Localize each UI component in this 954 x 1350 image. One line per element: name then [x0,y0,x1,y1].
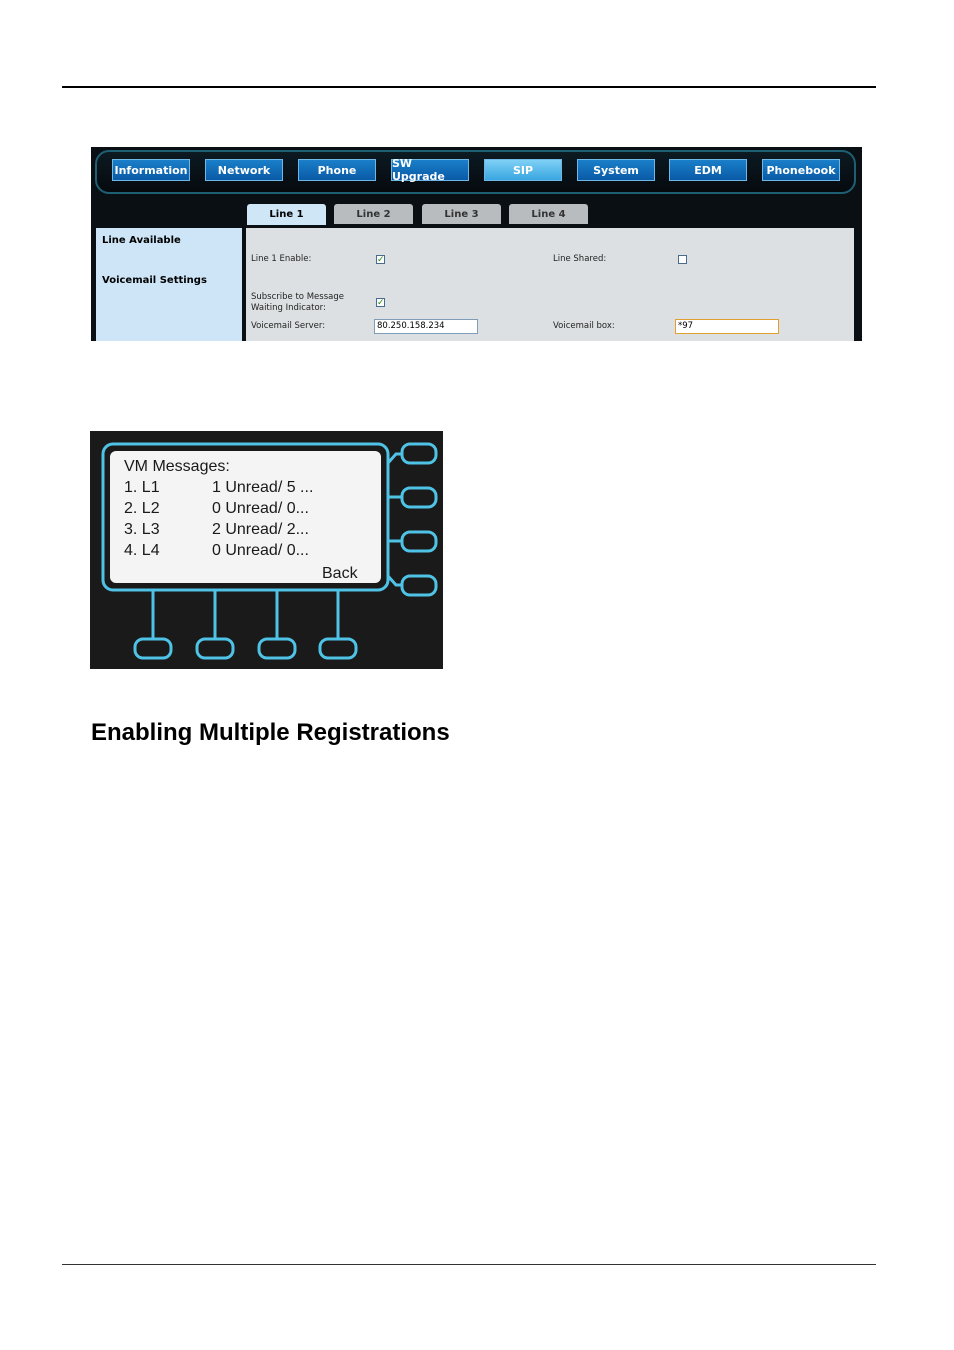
tab-line-4[interactable]: Line 4 [509,204,588,224]
subscribe-label-line1: Subscribe to Message [251,292,344,302]
subscribe-label-line2: Waiting Indicator: [251,303,326,313]
sidebar-voicemail-settings: Voicemail Settings [102,275,207,286]
voicemail-box-input[interactable]: *97 [675,319,779,334]
tab-line-2[interactable]: Line 2 [334,204,413,224]
lcd-back-softkey-label: Back [322,565,358,582]
nav-button-phonebook[interactable]: Phonebook [762,159,840,181]
voicemail-box-label: Voicemail box: [553,321,615,331]
sidebar-line-available: Line Available [102,235,181,246]
nav-button-information[interactable]: Information [112,159,190,181]
tab-line-1[interactable]: Line 1 [247,204,326,225]
line1-enable-checkbox[interactable]: ✓ [377,254,385,264]
nav-button-edm[interactable]: EDM [669,159,747,181]
section-heading: Enabling Multiple Registrations [91,719,450,746]
line-shared-label: Line Shared: [553,254,607,264]
nav-button-system[interactable]: System [577,159,655,181]
header-rule [62,86,876,88]
nav-button-network[interactable]: Network [205,159,283,181]
line-shared-checkbox[interactable] [678,255,687,264]
nav-button-sip[interactable]: SIP [484,159,562,181]
footer-rule [62,1264,876,1265]
tab-line-3[interactable]: Line 3 [422,204,501,224]
voicemail-server-label: Voicemail Server: [251,321,326,331]
settings-sidebar [96,228,242,341]
phone-display-image: VM Messages: 1. L1 1 Unread/ 5 ... 2. L2 0 Unread/ 0... 3. L3 2 Unread/ 2... 4. L4 0 Unread/ 0... Back [90,431,443,669]
subscribe-mwi-checkbox[interactable]: ✓ [377,297,385,307]
nav-button-phone[interactable]: Phone [298,159,376,181]
nav-button-sw-upgrade[interactable]: SW Upgrade [391,159,469,181]
voicemail-server-input[interactable]: 80.250.158.234 [374,319,478,334]
sip-settings-screenshot [91,147,862,341]
settings-panel [246,228,854,341]
line1-enable-label: Line 1 Enable: [251,254,312,264]
